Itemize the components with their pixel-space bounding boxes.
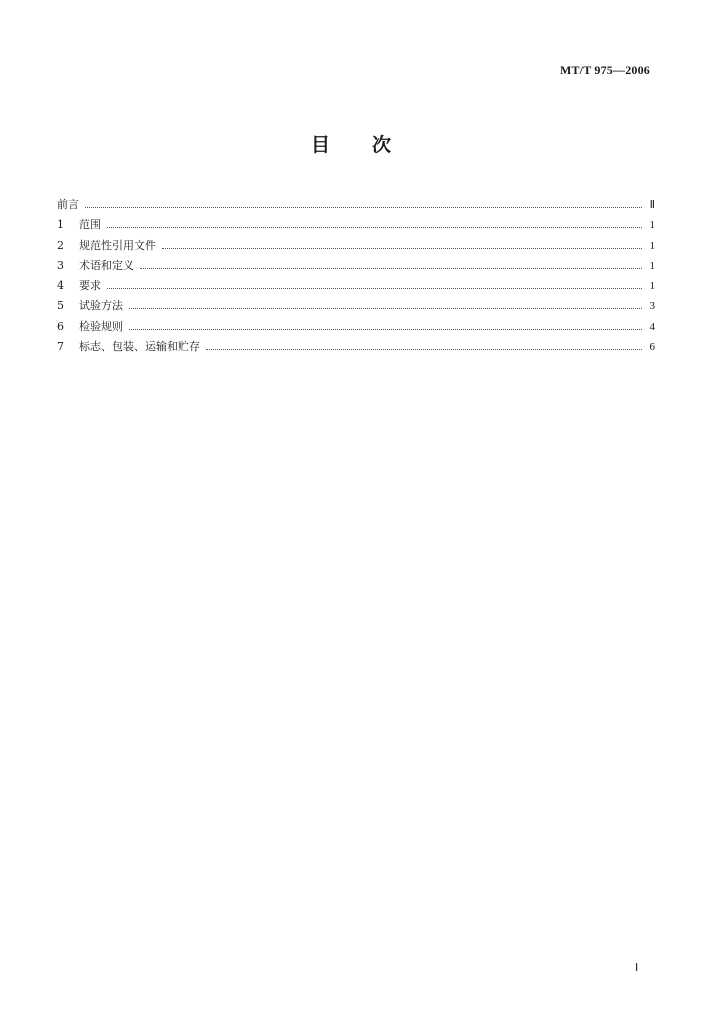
toc-entry-number: 3: [57, 258, 64, 272]
toc-entry-page: 1: [649, 280, 655, 293]
toc-entry-label: 前言: [57, 198, 79, 211]
toc-leader: [206, 349, 642, 350]
toc-entry-label: 要求: [79, 279, 101, 293]
toc-entry-number: 2: [57, 238, 64, 252]
toc-entry-normative-references[interactable]: [57, 236, 655, 256]
toc-entry-label: 规范性引用文件: [79, 238, 156, 252]
page-number: Ⅰ: [635, 962, 639, 974]
toc-entry-test-methods[interactable]: [57, 296, 655, 316]
toc-leader: [107, 288, 642, 289]
toc-entry-foreword[interactable]: [57, 195, 655, 215]
toc-title: [0, 130, 702, 157]
toc-title-char-2: 次: [372, 134, 392, 156]
toc-entry-page: 4: [649, 320, 655, 333]
toc-entry-page: 3: [649, 300, 655, 313]
toc-entry-number: 5: [57, 299, 64, 313]
toc-entry-page: 1: [649, 239, 655, 252]
toc-entry-terms-definitions[interactable]: [57, 256, 655, 276]
toc-entry-label: 检验规则: [79, 319, 123, 333]
toc-entry-page: Ⅱ: [649, 199, 655, 211]
toc-leader: [140, 268, 642, 269]
toc-entry-number: 1: [57, 218, 64, 232]
toc-leader: [162, 248, 642, 249]
toc-entry-inspection-rules[interactable]: [57, 317, 655, 337]
toc-leader: [129, 308, 642, 309]
toc-entry-number: 4: [57, 279, 64, 293]
toc-entry-number: 6: [57, 319, 64, 333]
toc-entry-label: 术语和定义: [79, 258, 134, 272]
toc-entry-scope[interactable]: [57, 215, 655, 235]
toc-entry-page: 1: [649, 219, 655, 232]
toc-leader: [129, 329, 642, 330]
toc-entry-page: 6: [649, 341, 655, 354]
toc-entry-label: 范围: [79, 218, 101, 232]
toc-entry-page: 1: [649, 259, 655, 272]
toc-entry-label: 标志、包装、运输和贮存: [79, 340, 200, 354]
toc-entry-marking-packaging[interactable]: [57, 337, 655, 357]
toc-title-char-1: 目: [310, 134, 330, 156]
toc-entry-number: 7: [57, 340, 64, 354]
standard-number: MT/T 975—2006: [559, 63, 650, 77]
toc-entry-label: 试验方法: [79, 299, 123, 313]
toc-leader: [107, 227, 642, 228]
toc-leader: [85, 207, 642, 208]
toc-list: [57, 195, 655, 357]
toc-entry-requirements[interactable]: [57, 276, 655, 296]
